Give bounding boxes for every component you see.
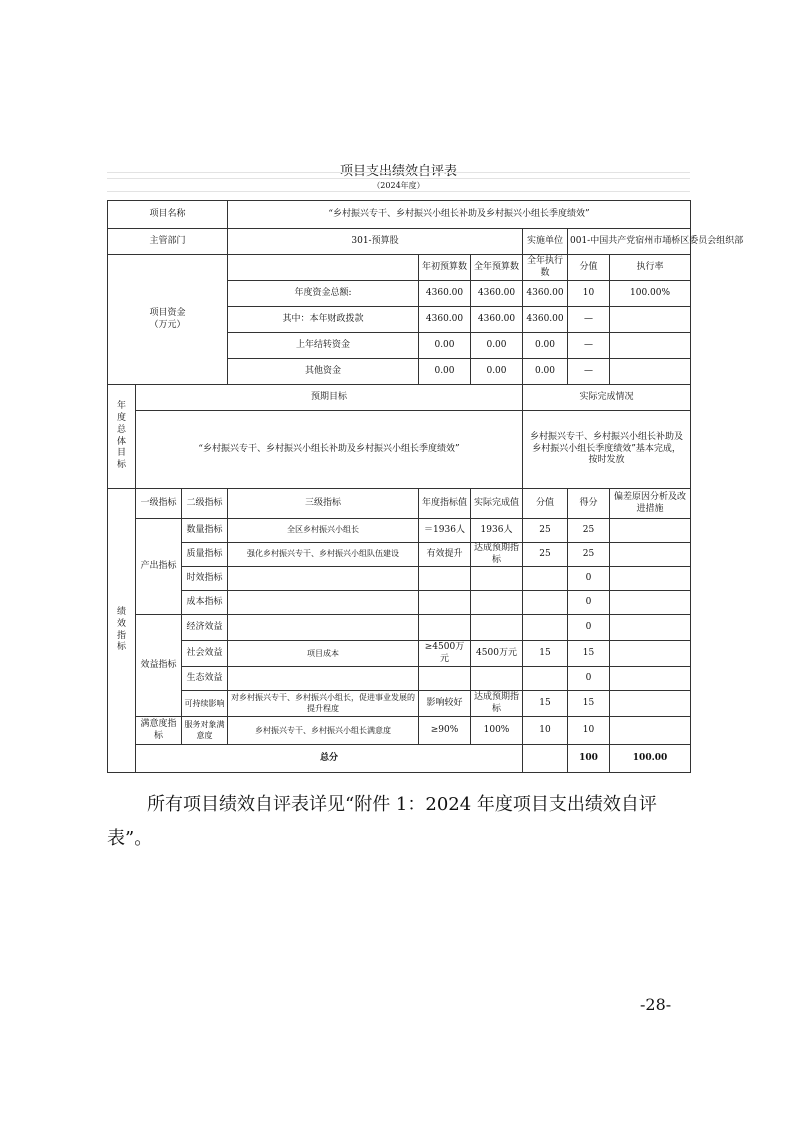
impl-unit-value: 001-中国共产党宿州市埇桥区委员会组织部 bbox=[568, 229, 691, 255]
fund-cell: 0.00 bbox=[419, 333, 471, 359]
score: 15 bbox=[523, 691, 568, 717]
level3 bbox=[228, 567, 419, 591]
faint-line bbox=[107, 178, 690, 179]
level3: 对乡村振兴专干、乡村振兴小组长，促进事业发展的提升程度 bbox=[228, 691, 419, 717]
indicator-row bbox=[108, 667, 691, 691]
actual: 1936人 bbox=[471, 519, 523, 543]
got: 10 bbox=[568, 717, 610, 745]
table-title: 项目支出绩效自评表 bbox=[339, 164, 457, 179]
actual: 达成预期指标 bbox=[471, 691, 523, 717]
expected-goal-header: 预期目标 bbox=[136, 385, 523, 411]
indicator-header: 二级指标 bbox=[182, 489, 228, 519]
impl-unit-label: 实施单位 bbox=[523, 229, 568, 255]
project-name-value: “乡村振兴专干、乡村振兴小组长补助及乡村振兴小组长季度绩效” bbox=[228, 201, 691, 229]
fund-cell: 0.00 bbox=[523, 359, 568, 385]
score bbox=[523, 567, 568, 591]
total-got: 100.00 bbox=[610, 745, 691, 773]
fund-cell: 0.00 bbox=[419, 359, 471, 385]
note bbox=[610, 641, 691, 667]
target: ≥4500万元 bbox=[419, 641, 471, 667]
indicator-row bbox=[108, 641, 691, 667]
score: 15 bbox=[523, 641, 568, 667]
total-label: 总分 bbox=[136, 745, 523, 773]
fund-header: 执行率 bbox=[610, 255, 691, 281]
note bbox=[610, 591, 691, 615]
indicator-row bbox=[108, 691, 691, 717]
fund-header: 分值 bbox=[568, 255, 610, 281]
department-label: 主管部门 bbox=[108, 229, 228, 255]
fund-cell: 0.00 bbox=[471, 359, 523, 385]
indicator-header: 得分 bbox=[568, 489, 610, 519]
level1-effect: 效益指标 bbox=[136, 615, 182, 717]
target bbox=[419, 667, 471, 691]
fund-cell: — bbox=[568, 359, 610, 385]
fund-cell bbox=[610, 333, 691, 359]
level2: 成本指标 bbox=[182, 591, 228, 615]
score bbox=[523, 667, 568, 691]
note bbox=[610, 667, 691, 691]
target: 影响较好 bbox=[419, 691, 471, 717]
actual: 4500万元 bbox=[471, 641, 523, 667]
score: 25 bbox=[523, 519, 568, 543]
note bbox=[610, 717, 691, 745]
fund-row-label: 其中：本年财政拨款 bbox=[228, 307, 419, 333]
body-paragraph bbox=[107, 788, 690, 856]
level3 bbox=[228, 615, 419, 641]
level3: 项目成本 bbox=[228, 641, 419, 667]
got: 15 bbox=[568, 641, 610, 667]
level3: 乡村振兴专干、乡村振兴小组长满意度 bbox=[228, 717, 419, 745]
fund-header: 全年执行数 bbox=[523, 255, 568, 281]
expected-goal-text: “乡村振兴专干、乡村振兴小组长补助及乡村振兴小组长季度绩效” bbox=[136, 411, 523, 489]
indicator-header: 年度指标值 bbox=[419, 489, 471, 519]
got: 0 bbox=[568, 567, 610, 591]
fund-cell bbox=[610, 307, 691, 333]
fund-row-label: 其他资金 bbox=[228, 359, 419, 385]
level2: 时效指标 bbox=[182, 567, 228, 591]
got: 25 bbox=[568, 543, 610, 567]
fund-cell: 4360.00 bbox=[419, 307, 471, 333]
fund-header: 全年预算数 bbox=[471, 255, 523, 281]
indicator-header: 偏差原因分析及改进措施 bbox=[610, 489, 691, 519]
fund-cell: — bbox=[568, 333, 610, 359]
actual-status-header: 实际完成情况 bbox=[523, 385, 691, 411]
got: 15 bbox=[568, 691, 610, 717]
actual bbox=[471, 567, 523, 591]
fund-cell: 100.00% bbox=[610, 281, 691, 307]
target bbox=[419, 567, 471, 591]
actual-status-text: 乡村振兴专干、乡村振兴小组长补助及乡村振兴小组长季度绩效”基本完成，按时发放 bbox=[523, 411, 691, 489]
funds-label: 项目资金 （万元） bbox=[108, 255, 228, 385]
indicator-row bbox=[108, 591, 691, 615]
self-evaluation-table bbox=[107, 200, 744, 773]
level2: 经济效益 bbox=[182, 615, 228, 641]
got: 25 bbox=[568, 519, 610, 543]
fund-header: 年初预算数 bbox=[419, 255, 471, 281]
funds-header-blank bbox=[228, 255, 419, 281]
got: 0 bbox=[568, 667, 610, 691]
fund-cell: 0.00 bbox=[471, 333, 523, 359]
total-score: 100 bbox=[568, 745, 610, 773]
target bbox=[419, 591, 471, 615]
faint-line bbox=[107, 191, 690, 192]
fund-cell: — bbox=[568, 307, 610, 333]
fund-cell: 4360.00 bbox=[523, 307, 568, 333]
indicator-header: 三级指标 bbox=[228, 489, 419, 519]
level2: 可持续影响 bbox=[182, 691, 228, 717]
fund-cell: 0.00 bbox=[523, 333, 568, 359]
actual bbox=[471, 591, 523, 615]
fund-row-label: 年度资金总额: bbox=[228, 281, 419, 307]
fund-row-label: 上年结转资金 bbox=[228, 333, 419, 359]
score bbox=[523, 615, 568, 641]
level3: 强化乡村振兴专干、乡村振兴小组队伍建设 bbox=[228, 543, 419, 567]
actual bbox=[471, 667, 523, 691]
indicator-header: 一级指标 bbox=[136, 489, 182, 519]
indicator-header: 分值 bbox=[523, 489, 568, 519]
indicator-row bbox=[108, 567, 691, 591]
level3: 全区乡村振兴小组长 bbox=[228, 519, 419, 543]
level2: 社会效益 bbox=[182, 641, 228, 667]
target: ＝1936人 bbox=[419, 519, 471, 543]
score: 10 bbox=[523, 717, 568, 745]
score bbox=[523, 591, 568, 615]
note bbox=[610, 543, 691, 567]
indicator-row bbox=[108, 615, 691, 641]
note bbox=[610, 691, 691, 717]
project-name-label: 项目名称 bbox=[108, 201, 228, 229]
indicator-row bbox=[108, 519, 691, 543]
actual: 100% bbox=[471, 717, 523, 745]
table-subtitle: （2024年度） bbox=[372, 181, 425, 190]
indicator-block-label: 绩 效 指 标 bbox=[108, 489, 136, 773]
department-value: 301-预算股 bbox=[228, 229, 523, 255]
level1-output: 产出指标 bbox=[136, 519, 182, 615]
level2: 生态效益 bbox=[182, 667, 228, 691]
level2: 服务对象满意度 bbox=[182, 717, 228, 745]
level1-satisfaction: 满意度指标 bbox=[136, 717, 182, 745]
fund-cell bbox=[610, 359, 691, 385]
score: 25 bbox=[523, 543, 568, 567]
fund-cell: 4360.00 bbox=[523, 281, 568, 307]
paragraph-text: 所有项目绩效自评表详见“附件 1：2024 年度项目支出绩效自评表”。 bbox=[107, 794, 657, 849]
indicator-row bbox=[108, 717, 691, 745]
fund-cell: 4360.00 bbox=[471, 307, 523, 333]
target: ≥90% bbox=[419, 717, 471, 745]
fund-cell: 4360.00 bbox=[419, 281, 471, 307]
actual bbox=[471, 615, 523, 641]
total-blank bbox=[523, 745, 568, 773]
level2: 质量指标 bbox=[182, 543, 228, 567]
note bbox=[610, 519, 691, 543]
note bbox=[610, 567, 691, 591]
target bbox=[419, 615, 471, 641]
goal-block-label: 年 度 总 体 目 标 bbox=[108, 385, 136, 489]
level2: 数量指标 bbox=[182, 519, 228, 543]
page-number: -28- bbox=[640, 995, 672, 1014]
fund-cell: 4360.00 bbox=[471, 281, 523, 307]
note bbox=[610, 615, 691, 641]
level3 bbox=[228, 591, 419, 615]
level3 bbox=[228, 667, 419, 691]
actual: 达成预期指标 bbox=[471, 543, 523, 567]
indicator-row bbox=[108, 543, 691, 567]
faint-line bbox=[107, 172, 690, 173]
got: 0 bbox=[568, 591, 610, 615]
indicator-header: 实际完成值 bbox=[471, 489, 523, 519]
got: 0 bbox=[568, 615, 610, 641]
target: 有效提升 bbox=[419, 543, 471, 567]
fund-cell: 10 bbox=[568, 281, 610, 307]
